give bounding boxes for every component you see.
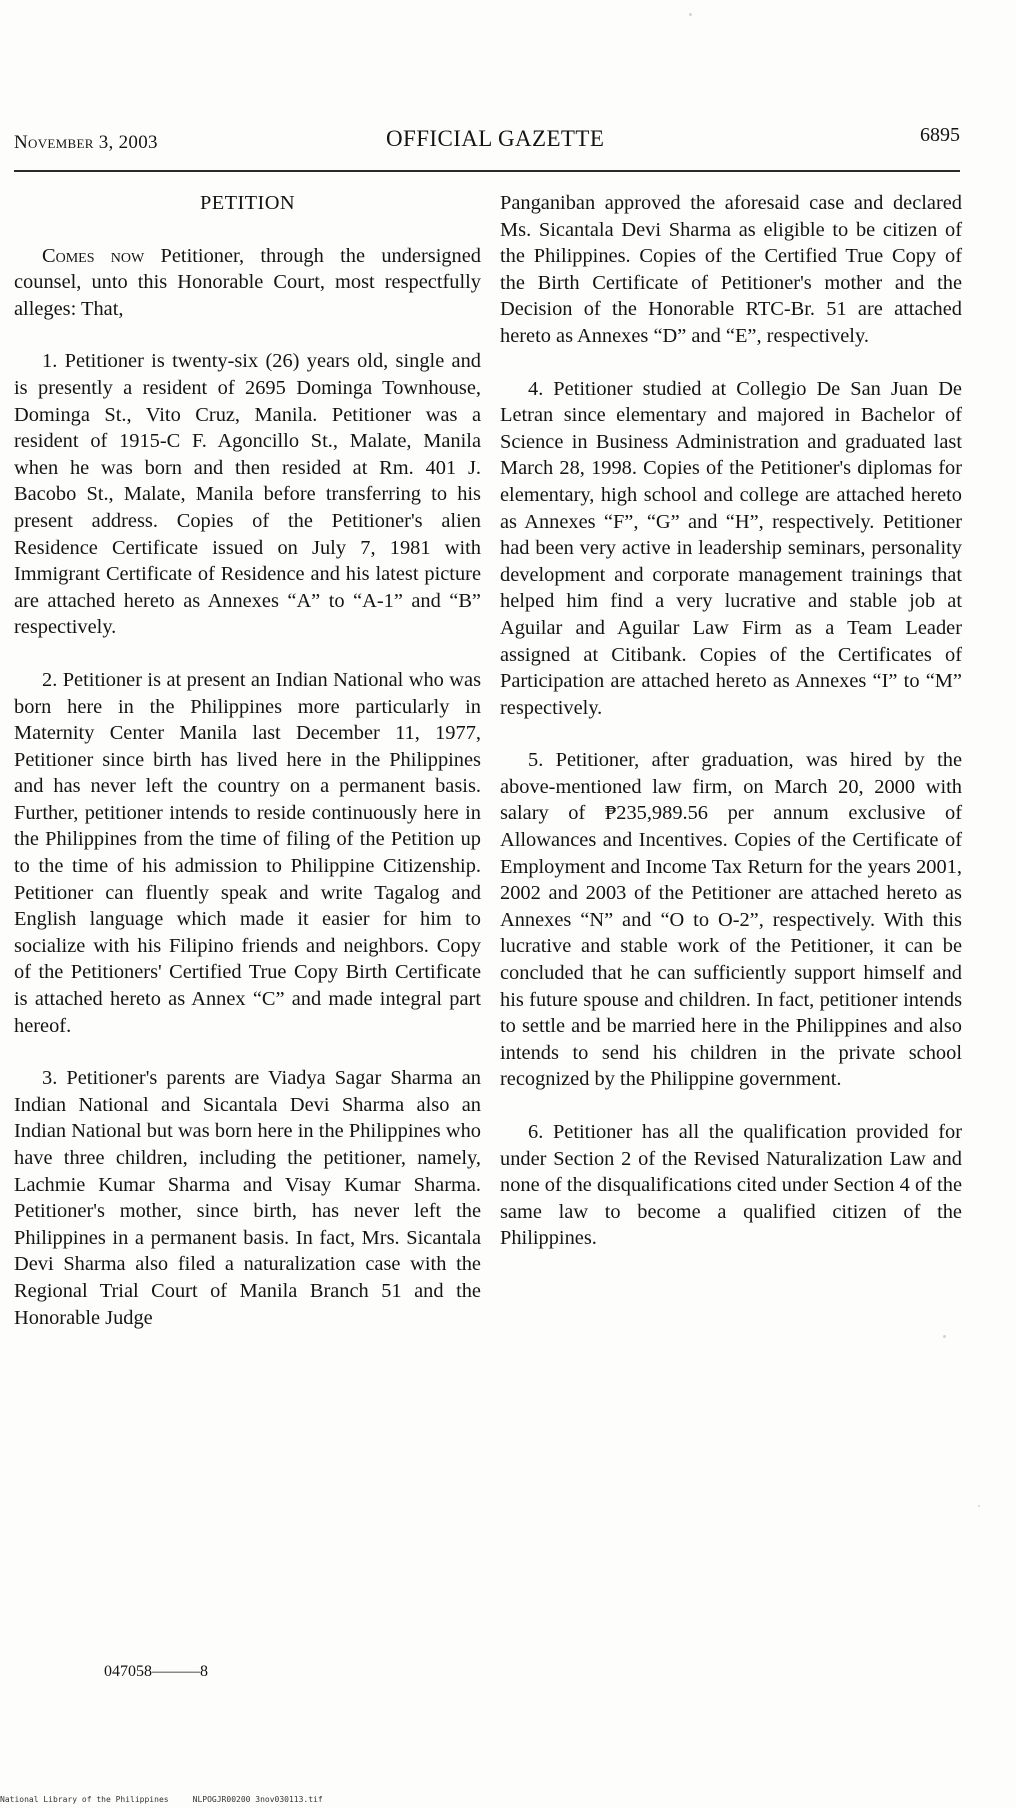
right-column [500,190,962,1252]
header-rule [14,170,960,172]
issue-date: November 3, 2003 [14,132,158,153]
petition-heading: PETITION [200,192,295,214]
paragraph-1: 1. Petitioner is twenty-six (26) years old, single and is presently a resident of 2695 Dominga Townhouse, Dominga St., Vito Cruz, Manila. Petitioner was a resident of 1915-C F. Agoncillo St., Malate, Manila when he was born and then resided at Rm. 401 J. Bacobo St., Malate, Manila before transferring to his present address. Copies of the Petitioner's alien Residence Certificate issued on July 7, 1981 with Immigrant Certificate of Residence and his latest picture are attached hereto as Annexes “A” to “A-1” and “B” respectively. [14,350,481,639]
paragraph-4: 4. Petitioner studied at Collegio De San Juan De Letran since elementary and majored in Bachelor of Science in Business Administration and graduated last March 28, 1998. Copies of the Petitioner's diplomas for elementary, high school and college are attached hereto as Annexes “F”, “G” and “H”, respectively. Petitioner had been very active in leadership seminars, personality development and corporate management trainings that helped him find a very lucrative and stable job at Aguilar and Aguilar Law Firm as a Team Leader assigned at Citibank. Copies of the Certificates of Participation are attached hereto as Annexes “I” to “M” respectively. [500,377,962,719]
left-column [14,190,481,1331]
paragraph-2: 2. Petitioner is at present an Indian National who was born here in the Philippines more particularly in Maternity Center Manila last December 11, 1977, Petitioner since birth has lived here in the Philippines and has never left the country on a permanent basis. Further, petitioner intends to reside continuously here in the Philippines from the time of filing of the Petition up to the time of his admission to Philippine Citizenship. Petitioner can fluently speak and write Tagalog and English language which made it easier for him to socialize with his Filipino friends and neighbors. Copy of the Petitioners' Certified True Copy Birth Certificate is attached hereto as Annex “C” and made integral part hereof. [14,668,481,1037]
intro-rest: Petitioner, through the undersigned counsel, unto this Honorable Court, most respectfully alleges: That, [14,244,481,320]
scan-speck [689,13,692,16]
scan-source-footer: National Library of the Philippines NLPOGJR00200 3nov030113.tif [0,1795,323,1804]
scan-speck [978,1505,980,1507]
intro-lead: Comes now [42,244,145,267]
publication-title: OFFICIAL GAZETTE [386,126,605,151]
page-number: 6895 [920,124,960,146]
paragraph-3: 3. Petitioner's parents are Viadya Sagar Sharma an Indian National and Sicantala Devi Sharma also an Indian National but was born here in the Philippines who have three children, including the petitioner, namely, Lachmie Kumar Sharma and Visay Kumar Sharma. Petitioner's mother, since birth, has never left the Philippines in a permanent basis. In fact, Mrs. Sicantala Devi Sharma also filed a naturalization case with the Regional Trial Court of Manila Branch 51 and the Honorable Judge [14,1067,481,1329]
paragraph-3-continued: Panganiban approved the aforesaid case and declared Ms. Sicantala Devi Sharma as eligible to be citizen of the Philippines. Copies of the Certified True Copy of the Birth Certificate of Petitioner's mother and the Decision of the Honorable RTC-Br. 51 are attached hereto as Annexes “D” and “E”, respectively. [500,192,962,347]
paragraph-6: 6. Petitioner has all the qualification provided for under Section 2 of the Revised Naturalization Law and none of the disqualifications cited under Section 4 of the same law to become a qualified citizen of the Philippines. [500,1121,962,1250]
paragraph-5: 5. Petitioner, after graduation, was hired by the above-mentioned law firm, on March 20, 2000 with salary of ₱235,989.56 per annum exclusive of Allowances and Incentives. Copies of the Certificate of Employment and Income Tax Return for the years 2001, 2002 and 2003 of the Petitioner are attached hereto as Annexes “N” and “O to O-2”, respectively. With this lucrative and stable work of the Petitioner, it can be concluded that he can sufficiently support himself and his future spouse and children. In fact, petitioner intends to settle and be married here in the Philippines and also intends to send his children in the private school recognized by the Philippine government. [500,749,962,1091]
petition-intro [14,243,481,323]
page-header [14,124,960,158]
scan-speck [943,1335,946,1338]
print-code: 047058———8 [104,1663,208,1680]
